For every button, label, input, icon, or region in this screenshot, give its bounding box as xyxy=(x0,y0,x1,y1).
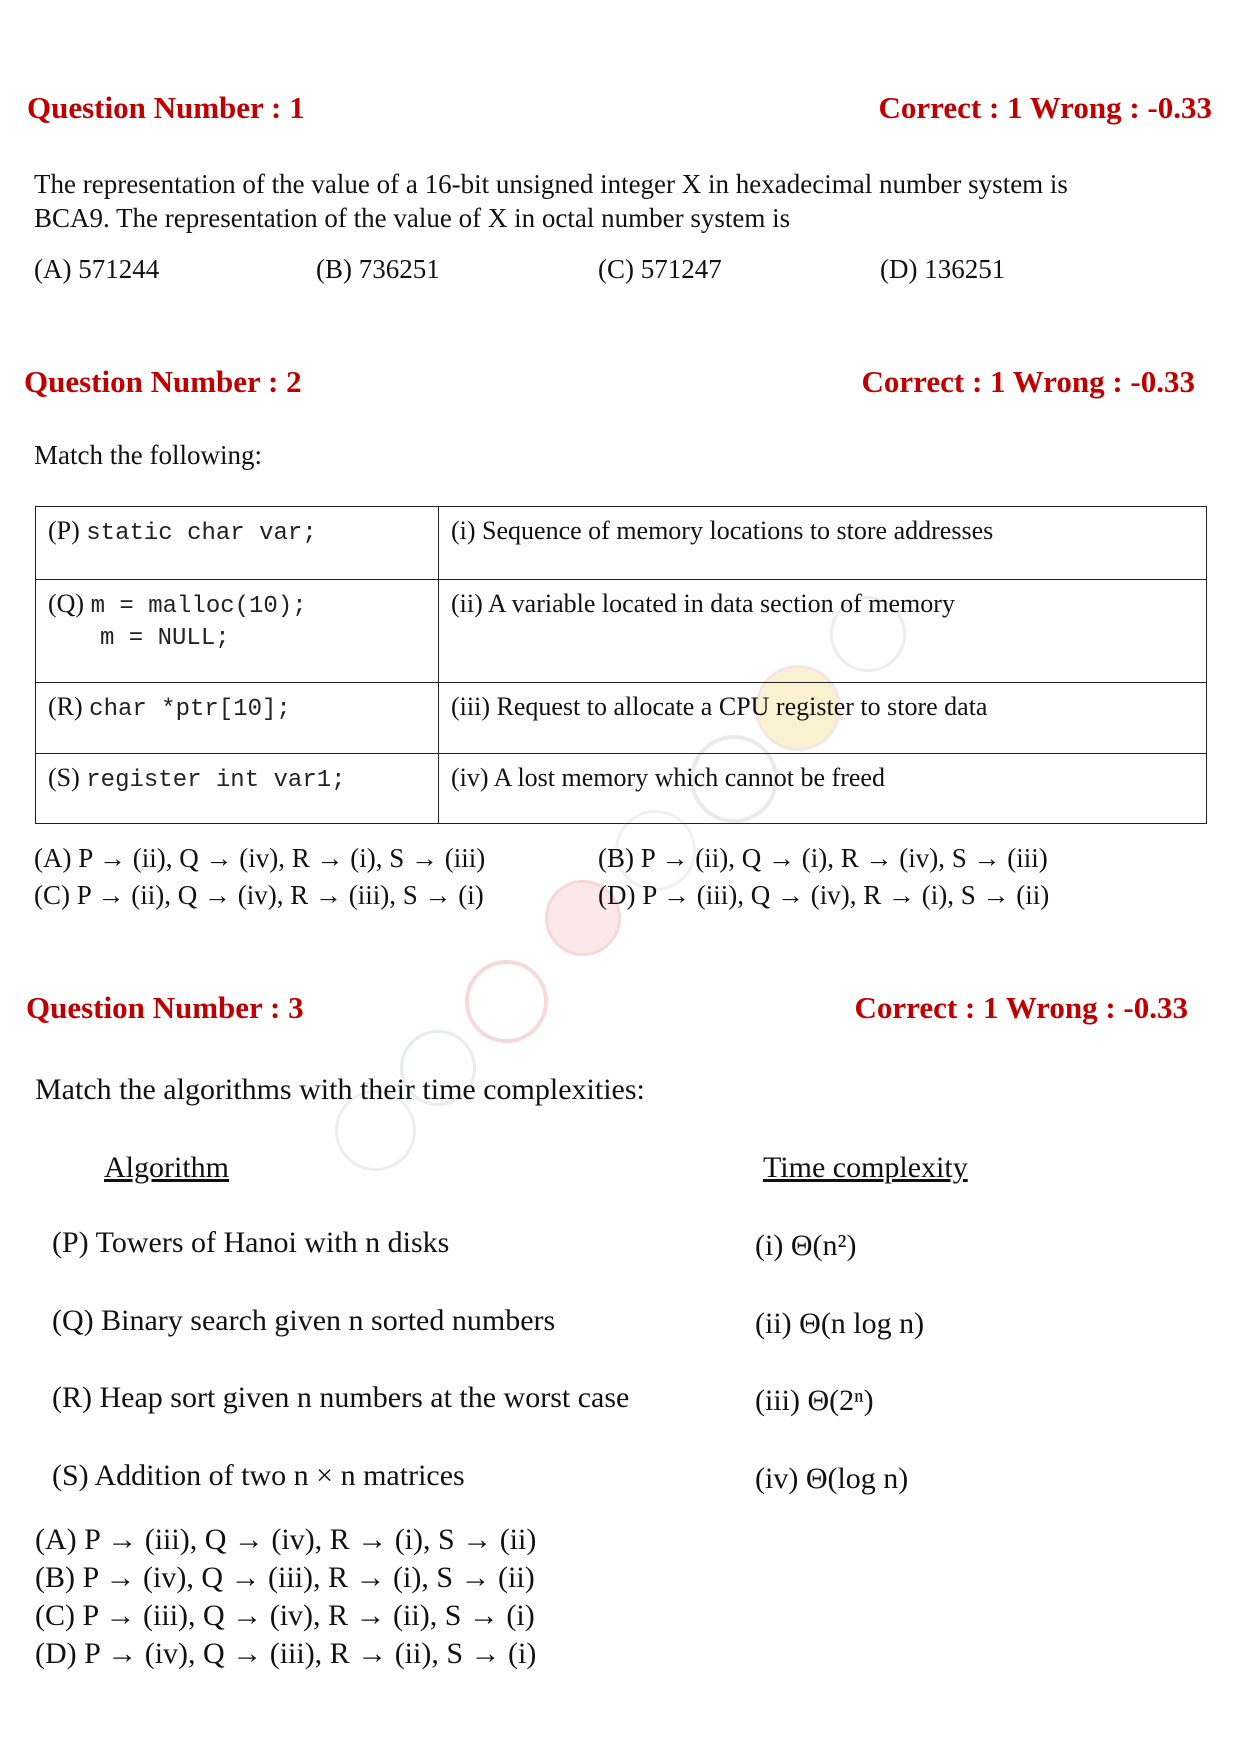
table-cell-code xyxy=(36,507,439,580)
question-1-option-b: (B) 736251 xyxy=(316,254,440,284)
question-1-text-line2: BCA9. The representation of the value of X in octal number system is xyxy=(34,203,791,233)
table-cell-description xyxy=(439,683,1207,754)
row-tag: (R) xyxy=(48,692,83,721)
question-1-option-a: (A) 571244 xyxy=(34,254,160,284)
question-1-option-d: (D) 136251 xyxy=(880,254,1006,284)
code-text: char *ptr[10]; xyxy=(89,696,291,723)
code-text: m = malloc(10); xyxy=(90,593,307,620)
question-1-option-c: (C) 571247 xyxy=(598,254,722,284)
algorithm-r: (R) Heap sort given n numbers at the worst case xyxy=(52,1381,630,1414)
complexity-column-header: Time complexity xyxy=(763,1151,968,1184)
match-table xyxy=(35,506,1207,824)
question-3-option-b: (B) P → (iv), Q → (iii), R → (i), S → (ii) xyxy=(35,1561,535,1594)
table-row xyxy=(36,507,1207,580)
question-2-option-d: (D) P → (iii), Q → (iv), R → (i), S → (ii) xyxy=(598,880,1050,910)
code-text: register int var1; xyxy=(86,767,346,794)
description-text: (ii) A variable located in data section of memory xyxy=(451,589,955,618)
table-row xyxy=(36,754,1207,824)
question-2-option-c: (C) P → (ii), Q → (iv), R → (iii), S → (i) xyxy=(34,880,484,910)
question-1-text-line1: The representation of the value of a 16-bit unsigned integer X in hexadecimal number system is xyxy=(34,169,1068,199)
complexity-iii: (iii) Θ(2ⁿ) xyxy=(755,1384,874,1417)
question-3-option-a: (A) P → (iii), Q → (iv), R → (i), S → (ii) xyxy=(35,1523,537,1556)
question-3-option-d: (D) P → (iv), Q → (iii), R → (ii), S → (i) xyxy=(35,1637,537,1670)
table-cell-code xyxy=(36,580,439,683)
description-text: (iii) Request to allocate a CPU register to store data xyxy=(451,692,988,721)
question-1-heading: Question Number : 1 xyxy=(27,90,305,125)
table-cell-description xyxy=(439,754,1207,824)
table-cell-description xyxy=(439,580,1207,683)
question-3-intro: Match the algorithms with their time complexities: xyxy=(35,1073,645,1106)
row-tag: (Q) xyxy=(48,589,85,618)
table-cell-description xyxy=(439,507,1207,580)
algorithm-p: (P) Towers of Hanoi with n disks xyxy=(52,1226,450,1259)
question-3-score: Correct : 1 Wrong : -0.33 xyxy=(854,990,1188,1025)
question-2-intro: Match the following: xyxy=(34,440,262,470)
complexity-iv: (iv) Θ(log n) xyxy=(755,1462,909,1495)
row-tag: (P) xyxy=(48,516,80,545)
row-tag: (S) xyxy=(48,763,80,792)
question-1-score: Correct : 1 Wrong : -0.33 xyxy=(878,90,1212,125)
code-text-line2: m = NULL; xyxy=(100,625,230,652)
table-cell-code xyxy=(36,683,439,754)
algorithm-s: (S) Addition of two n × n matrices xyxy=(52,1459,465,1492)
question-2-option-b: (B) P → (ii), Q → (i), R → (iv), S → (iii) xyxy=(598,843,1048,873)
complexity-ii: (ii) Θ(n log n) xyxy=(755,1307,925,1340)
description-text: (iv) A lost memory which cannot be freed xyxy=(451,763,885,792)
code-text: static char var; xyxy=(86,520,317,547)
algorithm-column-header: Algorithm xyxy=(104,1151,229,1184)
complexity-i: (i) Θ(n²) xyxy=(755,1229,857,1262)
question-2-score: Correct : 1 Wrong : -0.33 xyxy=(861,364,1195,399)
watermark-seal xyxy=(465,960,548,1043)
table-row xyxy=(36,580,1207,683)
algorithm-q: (Q) Binary search given n sorted numbers xyxy=(52,1304,556,1337)
question-2-heading: Question Number : 2 xyxy=(24,364,302,399)
question-3-option-c: (C) P → (iii), Q → (iv), R → (ii), S → (i) xyxy=(35,1599,535,1632)
question-3-heading: Question Number : 3 xyxy=(26,990,304,1025)
table-cell-code xyxy=(36,754,439,824)
question-2-option-a: (A) P → (ii), Q → (iv), R → (i), S → (iii) xyxy=(34,843,486,873)
table-row xyxy=(36,683,1207,754)
description-text: (i) Sequence of memory locations to store addresses xyxy=(451,516,994,545)
